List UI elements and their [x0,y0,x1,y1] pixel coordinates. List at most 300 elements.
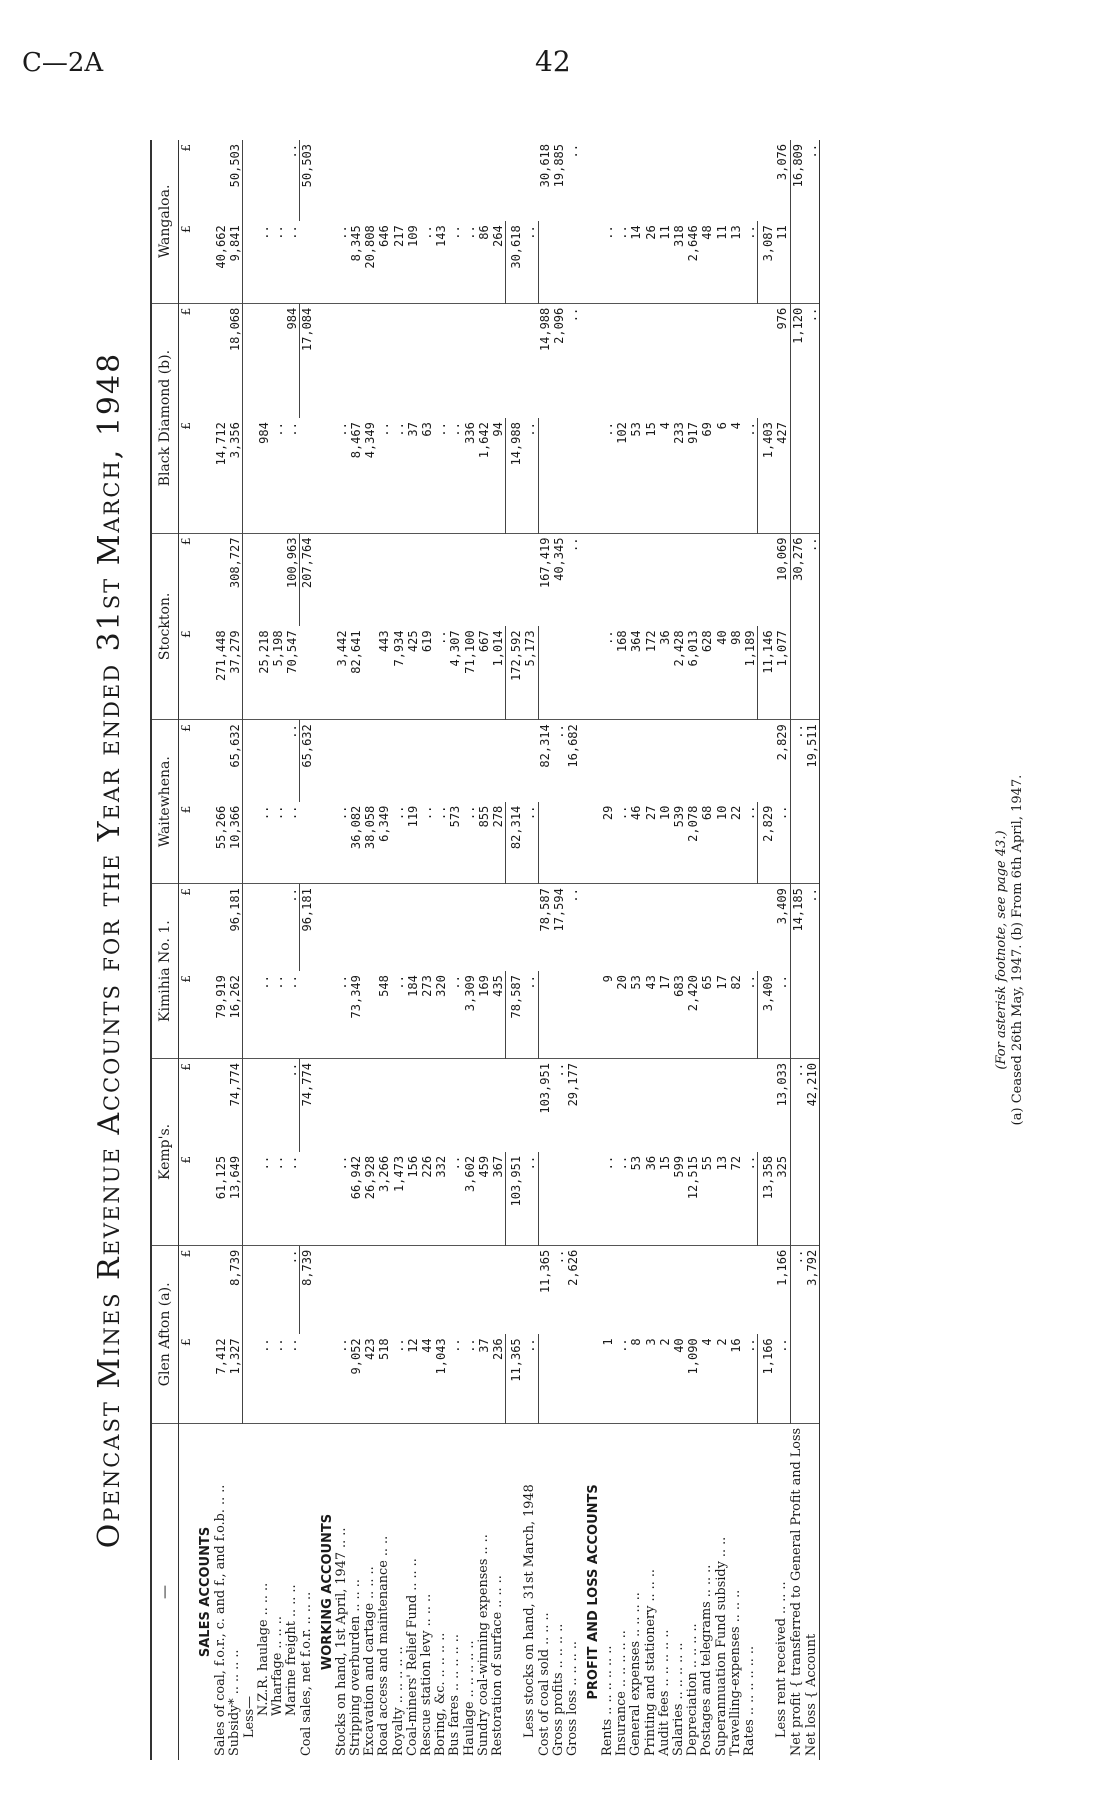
value-cell [363,884,377,971]
value-cell [672,1245,686,1334]
value-cell: 435 [491,971,506,1058]
empty-cell [193,802,213,884]
row-label-text: Coal sales, net f.o.r. [298,1628,314,1756]
row-label-text: Cost of coal sold [537,1649,553,1756]
value-cell [538,221,552,303]
value-cell [335,1059,349,1152]
value-cell: 53 [629,1152,643,1245]
value-cell: 96,181 [300,884,315,971]
value-cell [434,1245,448,1334]
empty-cell [581,533,601,626]
section-heading-row [581,140,601,1760]
value-cell: .. [285,888,300,903]
leader-dots: .. .. [713,1536,729,1562]
value-cell: .. [601,221,615,303]
value-cell: .. [743,1334,758,1423]
value-cell: 82,314 [538,724,553,768]
table-row [538,140,552,1760]
value-cell: 264 [491,221,506,303]
empty-cell [581,720,601,802]
value-cell [672,884,686,971]
value-cell: 667 [477,626,491,719]
value-cell: .. [743,1152,758,1245]
value-cell: .. [523,1152,538,1245]
row-label [335,1423,349,1760]
value-cell: 40,662 [214,221,228,303]
leader-dots: .. .. [212,1484,228,1510]
value-cell: 2,829 [775,720,790,802]
value-cell [700,1245,714,1334]
value-cell [448,1059,462,1152]
leader-dots: .. .. .. .. .. [670,1642,686,1704]
value-cell [523,303,538,418]
table-row [335,140,349,1760]
value-cell: .. [285,418,300,533]
value-cell [758,140,776,221]
value-cell [363,303,377,418]
currency-symbol: £ [179,1152,194,1245]
currency-symbol: £ [179,724,194,732]
value-cell [805,971,820,1058]
value-cell [644,140,658,221]
table-row [601,140,615,1760]
value-cell [538,626,552,719]
row-label [805,1423,820,1760]
value-cell [271,533,285,626]
empty-cell [193,1152,213,1245]
value-cell: .. [448,418,462,533]
value-cell: 573 [448,802,462,884]
value-cell [672,720,686,802]
value-cell: 22 [729,802,743,884]
value-cell: 13,649 [228,1152,243,1245]
value-cell: 36 [644,1152,658,1245]
value-cell [214,1245,228,1334]
value-cell: 1,403 [758,418,776,533]
row-label [658,1423,672,1760]
value-cell [523,1245,538,1334]
value-cell: .. [601,626,615,719]
value-cell [406,303,420,418]
row-label-text: Postages and telegrams [699,1601,715,1756]
leader-dots: .. .. .. [404,1558,420,1595]
leader-dots: .. .. [376,1535,392,1561]
value-cell: 10 [658,802,672,884]
value-cell: .. [615,1334,629,1423]
value-cell [758,303,776,418]
value-cell [214,533,228,626]
value-cell: .. [285,144,300,159]
value-cell: 40 [715,626,729,719]
value-cell: 102 [615,418,629,533]
empty-cell [193,418,213,533]
value-cell: .. [271,221,285,303]
row-label [743,1423,758,1760]
currency-symbol: £ [179,971,194,1058]
value-cell [658,720,672,802]
value-cell: .. [335,802,349,884]
value-cell: 71,100 [463,626,477,719]
table-row [629,140,643,1760]
value-cell [363,140,377,221]
empty-cell [193,720,213,802]
value-cell: 1,327 [228,1334,243,1423]
currency-symbol: £ [179,537,194,546]
value-cell: 156 [406,1152,420,1245]
value-cell: 50,503 [228,140,243,221]
row-label-text: Sales of coal, f.o.r., c. and f., and f.o.b. [212,1509,228,1756]
section-title: WORKING ACCOUNTS [319,1513,335,1671]
value-cell [243,1059,257,1152]
table-row [758,140,776,1760]
footnote-ab: (a) Ceased 26th May, 1947. (b) From 6th April, 1947. [1010,774,1025,1126]
value-cell: .. [285,724,300,739]
value-cell: 5,198 [271,626,285,719]
value-cell [790,1334,805,1423]
value-cell: .. [434,626,448,719]
value-cell: 73,349 [349,971,363,1058]
leader-dots: .. .. [226,1649,242,1674]
currency-symbol: £ [179,626,194,719]
label-column-header: — [151,1423,179,1760]
row-label-text: Superannuation Fund subsidy [713,1561,729,1756]
footnote-asterisk: (For asterisk footnote, see page 43.) [994,830,1009,1070]
table-row [658,140,672,1760]
value-cell: 36 [658,626,672,719]
value-cell: .. [743,971,758,1058]
value-cell [552,418,566,533]
value-cell [506,1059,524,1152]
leader-dots: .. .. .. [774,1581,790,1619]
leader-dots: .. .. .. [269,1616,285,1653]
empty-cell [193,884,213,971]
value-cell: 10,366 [228,802,243,884]
value-cell [566,626,580,719]
value-cell: 332 [434,1152,448,1245]
value-cell: 336 [463,418,477,533]
row-label [601,1423,615,1760]
value-cell: 20,808 [363,221,377,303]
value-cell [243,1334,257,1423]
value-cell: 29 [601,802,615,884]
value-cell [243,626,257,719]
currency-symbol: £ [179,144,194,152]
value-cell: 65,632 [300,720,315,802]
value-cell: 13,358 [758,1152,776,1245]
page-left-header: C—2A [22,48,104,78]
value-cell [615,720,629,802]
value-cell: 308,727 [228,533,243,626]
table-row [672,140,686,1760]
value-cell [790,418,805,533]
value-cell: 109 [406,221,420,303]
row-label [775,1423,790,1760]
value-cell: 3 [644,1334,658,1423]
value-cell [615,1245,629,1334]
table-row [700,140,714,1760]
value-cell [271,303,285,418]
value-cell: 3,602 [463,1152,477,1245]
table-row [420,140,434,1760]
value-cell [335,140,349,221]
row-label-text: Stocks on hand, 1st April, 1947 [333,1552,349,1756]
value-cell [552,802,566,884]
value-cell [477,720,491,802]
value-cell: 855 [477,802,491,884]
value-cell: 3,409 [775,884,790,971]
row-label [629,1423,643,1760]
value-cell: 17 [715,971,729,1058]
value-cell: 26,928 [363,1152,377,1245]
table-row [349,140,363,1760]
value-cell: 168 [615,626,629,719]
value-cell [349,140,363,221]
value-cell: 15 [658,1152,672,1245]
value-cell [392,140,406,221]
value-cell [629,1059,643,1152]
value-cell [243,971,257,1058]
value-cell: 30,276 [790,537,805,581]
value-cell [601,1059,615,1152]
row-label [214,1423,228,1760]
value-cell: 5,173 [523,626,538,719]
empty-cell [315,1152,335,1245]
value-cell: 646 [377,221,391,303]
value-cell: .. [285,1152,300,1245]
value-cell [758,1059,776,1152]
value-cell: 78,587 [506,971,524,1058]
value-cell: .. [285,971,300,1058]
value-cell: 70,547 [285,626,300,719]
leader-dots: .. .. .. [284,1584,300,1622]
currency-symbol: £ [179,221,194,303]
value-cell: 30,618 [506,221,524,303]
value-cell: 427 [775,418,790,533]
value-cell: .. [566,888,581,903]
value-cell [491,303,506,418]
value-cell [729,533,743,626]
empty-cell [581,1334,601,1423]
value-cell [686,884,700,971]
value-cell [790,221,805,303]
value-cell: 11,365 [538,1249,553,1294]
value-cell [700,303,714,418]
value-cell: 628 [700,626,714,719]
value-cell: 14,988 [506,418,524,533]
value-cell [271,1245,285,1334]
value-cell: .. [335,971,349,1058]
value-cell [243,533,257,626]
value-cell [715,1059,729,1152]
value-cell: 37 [406,418,420,533]
leader-dots: .. .. [333,1527,349,1553]
value-cell [758,1245,776,1334]
value-cell: .. [743,802,758,884]
value-cell: 539 [672,802,686,884]
value-cell [743,884,758,971]
row-label [491,1423,506,1760]
table-row [463,140,477,1760]
leader-dots: .. .. .. [362,1566,378,1603]
row-label-text: Printing and stationery [642,1605,658,1756]
value-cell: 518 [377,1334,391,1423]
empty-cell [581,303,601,418]
empty-cell [581,1245,601,1334]
value-cell [300,802,315,884]
table-row [448,140,462,1760]
empty-cell [581,1059,601,1152]
currency-symbol: £ [179,1334,194,1423]
value-cell [392,1245,406,1334]
value-cell: .. [271,802,285,884]
value-cell [566,1152,580,1245]
rotated-content [92,130,1092,1770]
value-cell: 167,419 [538,537,553,589]
value-cell [243,1152,257,1245]
value-cell: 94 [491,418,506,533]
value-cell: 43 [644,971,658,1058]
value-cell [552,626,566,719]
value-cell [392,884,406,971]
value-cell: 19,511 [805,720,820,802]
table-row [491,140,506,1760]
empty-cell [581,221,601,303]
value-cell: 599 [672,1152,686,1245]
currency-symbol: £ [179,418,194,533]
value-cell: 325 [775,1152,790,1245]
row-label [243,1423,257,1760]
value-cell: 271,448 [214,626,228,719]
value-cell: 69 [700,418,714,533]
value-cell: .. [271,1152,285,1245]
value-cell: .. [743,418,758,533]
value-cell [377,1059,391,1152]
value-cell [477,884,491,971]
currency-symbol: £ [179,1063,194,1071]
value-cell: 7,412 [214,1334,228,1423]
value-cell [686,1059,700,1152]
value-cell: 9,841 [228,221,243,303]
empty-cell [581,1152,601,1245]
value-cell: 8,739 [300,1245,315,1334]
value-cell: 1,473 [392,1152,406,1245]
col-header-kemps: Kemp's. [151,1059,179,1246]
value-cell [463,720,477,802]
value-cell: 548 [377,971,391,1058]
empty-cell [315,971,335,1058]
value-cell [758,533,776,626]
value-cell [406,884,420,971]
value-cell: 53 [629,418,643,533]
value-cell: 318 [672,221,686,303]
value-cell [523,140,538,221]
value-cell [406,533,420,626]
row-label [615,1423,629,1760]
value-cell: 4 [700,1334,714,1423]
value-cell: 3,409 [758,971,776,1058]
value-cell [434,303,448,418]
value-cell: 61,125 [214,1152,228,1245]
value-cell [214,1059,228,1152]
value-cell: 27 [644,802,658,884]
value-cell [700,884,714,971]
value-cell [448,884,462,971]
value-cell: .. [285,1063,300,1078]
value-cell [243,303,257,418]
value-cell: 976 [775,303,790,418]
value-cell: 37 [477,1334,491,1423]
value-cell: 11 [715,221,729,303]
value-cell: 9,052 [349,1334,363,1423]
value-cell [601,1245,615,1334]
empty-cell [193,221,213,303]
value-cell: 18,068 [228,303,243,418]
value-cell [658,884,672,971]
value-cell [506,1245,524,1334]
value-cell: 3,792 [805,1245,820,1334]
leader-dots: .. .. .. [255,1582,271,1620]
value-cell: 72 [729,1152,743,1245]
value-cell [335,1245,349,1334]
value-cell: .. [790,1063,805,1078]
leader-dots: .. .. .. .. .. .. [741,1645,757,1720]
value-cell [644,720,658,802]
value-cell [477,1245,491,1334]
row-label [566,1423,580,1760]
value-cell: 11 [658,221,672,303]
value-cell [715,884,729,971]
value-cell [506,720,524,802]
row-label [790,1423,805,1760]
value-cell [658,1245,672,1334]
leader-dots: .. .. [475,1534,491,1559]
empty-cell [193,971,213,1058]
value-cell: 19,885 [552,144,567,188]
value-cell: 4 [658,418,672,533]
value-cell: 2 [715,1334,729,1423]
row-label [271,1423,285,1760]
value-cell [463,140,477,221]
value-cell: 1,077 [775,626,790,719]
value-cell: .. [434,802,448,884]
value-cell [658,533,672,626]
leader-dots: .. .. .. [347,1579,363,1616]
value-cell [300,221,315,303]
value-cell [615,884,629,971]
value-cell [629,303,643,418]
value-cell: 14,988 [538,307,553,352]
value-cell [743,1245,758,1334]
value-cell: .. [463,802,477,884]
value-cell: .. [552,724,567,739]
value-cell [491,1059,506,1152]
value-cell: .. [775,971,790,1058]
value-cell: 78,587 [538,888,553,932]
value-cell: .. [805,140,820,221]
value-cell: .. [448,1152,462,1245]
value-cell [715,1245,729,1334]
value-cell [805,418,820,533]
value-cell [406,1245,420,1334]
value-cell: .. [392,418,406,533]
value-cell: 1,166 [775,1245,790,1334]
value-cell: 1,189 [743,626,758,719]
value-cell: 2,626 [566,1249,581,1286]
value-cell [363,720,377,802]
value-cell: 367 [491,1152,506,1245]
value-cell: 74,774 [228,1059,243,1152]
value-cell: .. [257,221,271,303]
